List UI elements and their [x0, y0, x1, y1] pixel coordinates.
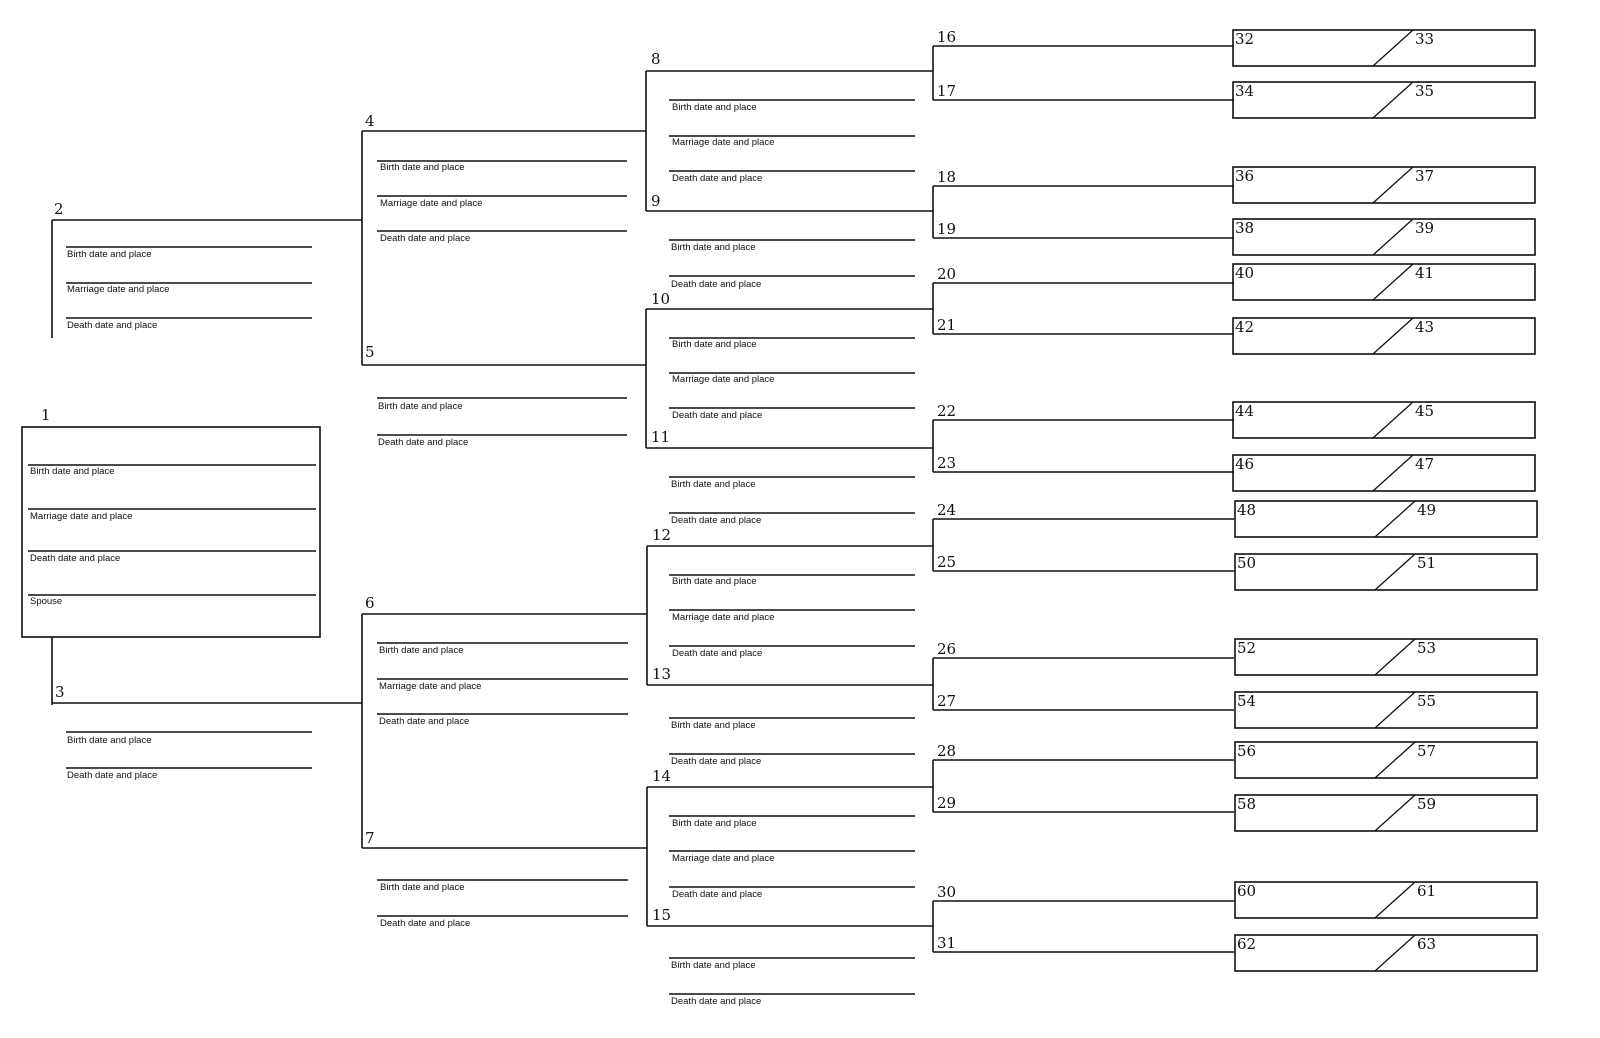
person-number-13: 13 — [652, 665, 672, 683]
ancestor-divider-60-61 — [1375, 882, 1415, 918]
ancestor-divider-52-53 — [1375, 639, 1415, 675]
ancestor-divider-32-33 — [1373, 30, 1413, 66]
death-label-5: Death date and place — [378, 437, 469, 448]
death-label-2: Death date and place — [67, 320, 158, 331]
person-number-25: 25 — [937, 553, 957, 571]
ancestor-box-62-63 — [1235, 935, 1537, 971]
person-number-36: 36 — [1235, 167, 1255, 185]
death-label-11: Death date and place — [671, 515, 762, 526]
ancestor-divider-58-59 — [1375, 795, 1415, 831]
birth-label-2: Birth date and place — [67, 249, 152, 260]
person-number-60: 60 — [1237, 882, 1257, 900]
death-label-6: Death date and place — [379, 716, 470, 727]
death-label-4: Death date and place — [380, 233, 471, 244]
marriage-label-8: Marriage date and place — [672, 137, 775, 148]
person-number-1: 1 — [41, 406, 51, 424]
person-number-32: 32 — [1235, 30, 1255, 48]
ancestor-box-48-49 — [1235, 501, 1537, 537]
person-number-11: 11 — [651, 428, 671, 446]
ancestor-divider-50-51 — [1375, 554, 1415, 590]
ancestor-box-34-35 — [1233, 82, 1535, 118]
person-number-14: 14 — [652, 767, 672, 785]
birth-label-1: Birth date and place — [30, 466, 115, 477]
person-number-41: 41 — [1415, 264, 1435, 282]
person-number-21: 21 — [937, 316, 957, 334]
ancestor-divider-48-49 — [1375, 501, 1415, 537]
person-number-61: 61 — [1417, 882, 1437, 900]
birth-label-15: Birth date and place — [671, 960, 756, 971]
person-number-16: 16 — [937, 28, 957, 46]
person-number-19: 19 — [937, 220, 957, 238]
spouse-label-1: Spouse — [30, 596, 63, 607]
ancestor-divider-62-63 — [1375, 935, 1415, 971]
person-number-30: 30 — [937, 883, 957, 901]
birth-label-5: Birth date and place — [378, 401, 463, 412]
birth-label-6: Birth date and place — [379, 645, 464, 656]
birth-label-7: Birth date and place — [380, 882, 465, 893]
person-number-6: 6 — [365, 594, 375, 612]
birth-label-3: Birth date and place — [67, 735, 152, 746]
person-number-20: 20 — [937, 265, 957, 283]
ancestor-divider-46-47 — [1373, 455, 1413, 491]
ancestor-box-52-53 — [1235, 639, 1537, 675]
person-number-17: 17 — [937, 82, 957, 100]
ancestor-box-58-59 — [1235, 795, 1537, 831]
ancestor-box-50-51 — [1235, 554, 1537, 590]
person-number-37: 37 — [1415, 167, 1435, 185]
person-number-62: 62 — [1237, 935, 1257, 953]
person-number-39: 39 — [1415, 219, 1435, 237]
ancestor-divider-36-37 — [1373, 167, 1413, 203]
person-number-58: 58 — [1237, 795, 1257, 813]
ancestor-divider-42-43 — [1373, 318, 1413, 354]
birth-label-9: Birth date and place — [671, 242, 756, 253]
ancestor-box-54-55 — [1235, 692, 1537, 728]
person-number-55: 55 — [1417, 692, 1437, 710]
marriage-label-10: Marriage date and place — [672, 374, 775, 385]
person-number-9: 9 — [651, 192, 661, 210]
birth-label-14: Birth date and place — [672, 818, 757, 829]
birth-label-13: Birth date and place — [671, 720, 756, 731]
ancestor-box-46-47 — [1233, 455, 1535, 491]
person-number-42: 42 — [1235, 318, 1255, 336]
death-label-12: Death date and place — [672, 648, 763, 659]
person-number-51: 51 — [1417, 554, 1437, 572]
death-label-15: Death date and place — [671, 996, 762, 1007]
person-number-31: 31 — [937, 934, 957, 952]
person-number-63: 63 — [1417, 935, 1437, 953]
ancestor-divider-38-39 — [1373, 219, 1413, 255]
ancestor-box-56-57 — [1235, 742, 1537, 778]
person-number-23: 23 — [937, 454, 957, 472]
person-number-48: 48 — [1237, 501, 1257, 519]
person-number-3: 3 — [55, 683, 65, 701]
birth-label-11: Birth date and place — [671, 479, 756, 490]
birth-label-10: Birth date and place — [672, 339, 757, 350]
birth-label-12: Birth date and place — [672, 576, 757, 587]
person-number-18: 18 — [937, 168, 957, 186]
person-1-box — [22, 427, 320, 637]
death-label-7: Death date and place — [380, 918, 471, 929]
person-number-40: 40 — [1235, 264, 1255, 282]
ancestor-divider-56-57 — [1375, 742, 1415, 778]
person-number-4: 4 — [365, 112, 375, 130]
person-number-45: 45 — [1415, 402, 1435, 420]
birth-label-8: Birth date and place — [672, 102, 757, 113]
person-number-26: 26 — [937, 640, 957, 658]
person-number-12: 12 — [652, 526, 672, 544]
death-label-1: Death date and place — [30, 553, 121, 564]
marriage-label-14: Marriage date and place — [672, 853, 775, 864]
person-number-35: 35 — [1415, 82, 1435, 100]
ancestor-box-38-39 — [1233, 219, 1535, 255]
ancestor-divider-44-45 — [1373, 402, 1413, 438]
person-number-43: 43 — [1415, 318, 1435, 336]
person-number-50: 50 — [1237, 554, 1257, 572]
ancestor-box-42-43 — [1233, 318, 1535, 354]
death-label-3: Death date and place — [67, 770, 158, 781]
person-number-7: 7 — [365, 829, 375, 847]
ancestor-divider-34-35 — [1373, 82, 1413, 118]
person-number-10: 10 — [651, 290, 671, 308]
person-number-24: 24 — [937, 501, 957, 519]
person-number-49: 49 — [1417, 501, 1437, 519]
ancestor-divider-40-41 — [1373, 264, 1413, 300]
person-number-34: 34 — [1235, 82, 1255, 100]
death-label-13: Death date and place — [671, 756, 762, 767]
person-number-28: 28 — [937, 742, 957, 760]
marriage-label-1: Marriage date and place — [30, 511, 133, 522]
marriage-label-2: Marriage date and place — [67, 284, 170, 295]
person-number-29: 29 — [937, 794, 957, 812]
ancestor-box-36-37 — [1233, 167, 1535, 203]
person-number-54: 54 — [1237, 692, 1257, 710]
ancestor-box-32-33 — [1233, 30, 1535, 66]
ancestor-box-40-41 — [1233, 264, 1535, 300]
person-number-38: 38 — [1235, 219, 1255, 237]
person-number-5: 5 — [365, 343, 375, 361]
person-number-8: 8 — [651, 50, 661, 68]
person-number-44: 44 — [1235, 402, 1255, 420]
person-number-47: 47 — [1415, 455, 1435, 473]
person-number-59: 59 — [1417, 795, 1437, 813]
death-label-14: Death date and place — [672, 889, 763, 900]
person-number-2: 2 — [54, 200, 64, 218]
person-number-53: 53 — [1417, 639, 1437, 657]
person-number-33: 33 — [1415, 30, 1435, 48]
marriage-label-6: Marriage date and place — [379, 681, 482, 692]
death-label-10: Death date and place — [672, 410, 763, 421]
person-number-52: 52 — [1237, 639, 1257, 657]
person-number-27: 27 — [937, 692, 957, 710]
person-number-22: 22 — [937, 402, 957, 420]
person-number-15: 15 — [652, 906, 672, 924]
person-number-46: 46 — [1235, 455, 1255, 473]
marriage-label-12: Marriage date and place — [672, 612, 775, 623]
person-number-56: 56 — [1237, 742, 1257, 760]
ancestor-box-60-61 — [1235, 882, 1537, 918]
person-number-57: 57 — [1417, 742, 1437, 760]
ancestor-divider-54-55 — [1375, 692, 1415, 728]
ancestor-box-44-45 — [1233, 402, 1535, 438]
death-label-8: Death date and place — [672, 173, 763, 184]
marriage-label-4: Marriage date and place — [380, 198, 483, 209]
death-label-9: Death date and place — [671, 279, 762, 290]
birth-label-4: Birth date and place — [380, 162, 465, 173]
